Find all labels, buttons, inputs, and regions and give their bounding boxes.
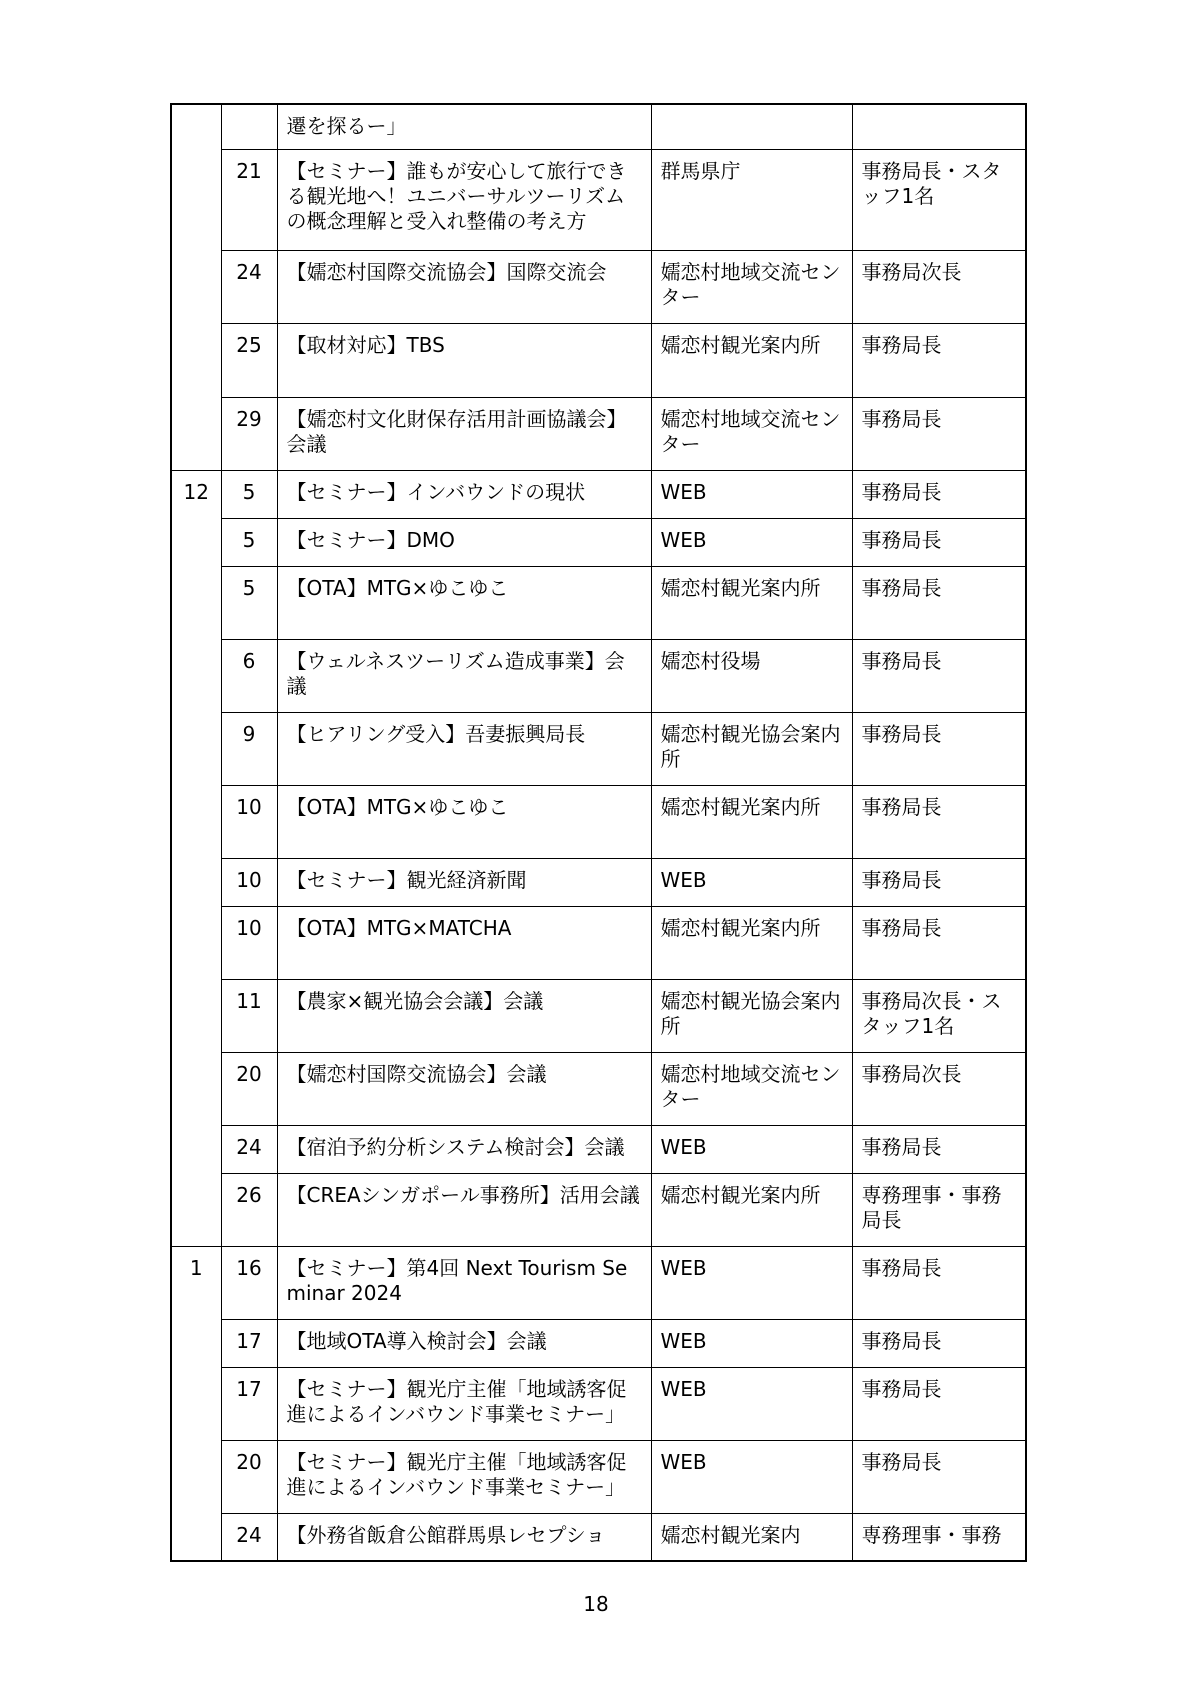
day-cell: 24 xyxy=(221,1125,277,1173)
attendee-cell: 事務局長 xyxy=(852,1440,1026,1513)
table-row xyxy=(171,639,1026,712)
month-cell xyxy=(171,104,221,470)
content-cell: 【外務省飯倉公館群馬県レセプショ xyxy=(277,1513,651,1561)
place-cell: WEB xyxy=(651,470,852,518)
day-cell: 5 xyxy=(221,470,277,518)
content-cell: 【宿泊予約分析システム検討会】会議 xyxy=(277,1125,651,1173)
content-cell: 【ウェルネスツーリズム造成事業】会議 xyxy=(277,639,651,712)
place-cell: WEB xyxy=(651,858,852,906)
day-cell: 5 xyxy=(221,518,277,566)
day-cell: 20 xyxy=(221,1440,277,1513)
table-row xyxy=(171,470,1026,518)
place-cell: WEB xyxy=(651,1246,852,1319)
table-row xyxy=(171,785,1026,858)
day-cell: 20 xyxy=(221,1052,277,1125)
place-cell: WEB xyxy=(651,518,852,566)
day-cell: 25 xyxy=(221,323,277,397)
attendee-cell: 専務理事・事務局長 xyxy=(852,1173,1026,1246)
table-row xyxy=(171,1440,1026,1513)
place-cell: 群馬県庁 xyxy=(651,149,852,250)
place-cell: WEB xyxy=(651,1367,852,1440)
day-cell: 29 xyxy=(221,397,277,470)
place-cell: 嬬恋村地域交流センター xyxy=(651,1052,852,1125)
month-cell: 12 xyxy=(171,470,221,1246)
place-cell: WEB xyxy=(651,1440,852,1513)
attendee-cell: 事務局長 xyxy=(852,785,1026,858)
day-cell: 24 xyxy=(221,250,277,323)
content-cell: 【セミナー】観光庁主催「地域誘客促進によるインバウンド事業セミナー」 xyxy=(277,1367,651,1440)
place-cell xyxy=(651,104,852,149)
place-cell: 嬬恋村観光協会案内所 xyxy=(651,979,852,1052)
table-row xyxy=(171,1052,1026,1125)
place-cell: 嬬恋村役場 xyxy=(651,639,852,712)
page-number: 18 xyxy=(583,1592,609,1616)
attendee-cell: 事務局次長 xyxy=(852,250,1026,323)
place-cell: 嬬恋村観光案内所 xyxy=(651,566,852,639)
content-cell: 【嬬恋村文化財保存活用計画協議会】会議 xyxy=(277,397,651,470)
attendee-cell: 事務局長 xyxy=(852,858,1026,906)
attendee-cell: 事務局長 xyxy=(852,712,1026,785)
day-cell: 21 xyxy=(221,149,277,250)
table-row xyxy=(171,906,1026,979)
content-cell: 【セミナー】誰もが安心して旅行できる観光地へ！ユニバーサルツーリズムの概念理解と受入れ整備の考え方 xyxy=(277,149,651,250)
month-cell: 1 xyxy=(171,1246,221,1561)
place-cell: WEB xyxy=(651,1125,852,1173)
content-cell: 【セミナー】インバウンドの現状 xyxy=(277,470,651,518)
content-cell: 【セミナー】観光経済新聞 xyxy=(277,858,651,906)
day-cell: 6 xyxy=(221,639,277,712)
place-cell: 嬬恋村観光協会案内所 xyxy=(651,712,852,785)
content-cell: 【嬬恋村国際交流協会】国際交流会 xyxy=(277,250,651,323)
content-cell: 【セミナー】観光庁主催「地域誘客促進によるインバウンド事業セミナー」 xyxy=(277,1440,651,1513)
content-cell: 【OTA】MTG×MATCHA xyxy=(277,906,651,979)
table-row xyxy=(171,518,1026,566)
attendee-cell: 事務局長 xyxy=(852,1125,1026,1173)
content-cell: 【嬬恋村国際交流協会】会議 xyxy=(277,1052,651,1125)
attendee-cell: 事務局長 xyxy=(852,639,1026,712)
attendee-cell: 事務局長 xyxy=(852,397,1026,470)
content-cell: 【セミナー】DMO xyxy=(277,518,651,566)
day-cell: 11 xyxy=(221,979,277,1052)
place-cell: 嬬恋村地域交流センター xyxy=(651,397,852,470)
day-cell: 10 xyxy=(221,858,277,906)
place-cell: 嬬恋村観光案内 xyxy=(651,1513,852,1561)
attendee-cell: 事務局長 xyxy=(852,323,1026,397)
attendee-cell: 事務局長 xyxy=(852,470,1026,518)
place-cell: 嬬恋村観光案内所 xyxy=(651,785,852,858)
table-row xyxy=(171,979,1026,1052)
attendee-cell: 事務局長・スタッフ1名 xyxy=(852,149,1026,250)
table-row xyxy=(171,1173,1026,1246)
attendee-cell xyxy=(852,104,1026,149)
place-cell: 嬬恋村観光案内所 xyxy=(651,1173,852,1246)
day-cell: 9 xyxy=(221,712,277,785)
attendee-cell: 事務局長 xyxy=(852,906,1026,979)
attendee-cell: 専務理事・事務 xyxy=(852,1513,1026,1561)
schedule-table xyxy=(170,103,1027,1562)
day-cell xyxy=(221,104,277,149)
table-row xyxy=(171,323,1026,397)
place-cell: WEB xyxy=(651,1319,852,1367)
attendee-cell: 事務局長 xyxy=(852,1319,1026,1367)
attendee-cell: 事務局長 xyxy=(852,1246,1026,1319)
table-row xyxy=(171,566,1026,639)
attendee-cell: 事務局長 xyxy=(852,518,1026,566)
content-cell: 【ヒアリング受入】吾妻振興局長 xyxy=(277,712,651,785)
table-row xyxy=(171,858,1026,906)
day-cell: 17 xyxy=(221,1319,277,1367)
day-cell: 5 xyxy=(221,566,277,639)
table-row xyxy=(171,1367,1026,1440)
place-cell: 嬬恋村観光案内所 xyxy=(651,906,852,979)
table-row xyxy=(171,149,1026,250)
content-cell: 【CREAシンガポール事務所】活用会議 xyxy=(277,1173,651,1246)
day-cell: 17 xyxy=(221,1367,277,1440)
table-row xyxy=(171,1319,1026,1367)
content-cell: 【地域OTA導入検討会】会議 xyxy=(277,1319,651,1367)
content-cell: 【OTA】MTG×ゆこゆこ xyxy=(277,785,651,858)
table-row xyxy=(171,712,1026,785)
attendee-cell: 事務局長 xyxy=(852,1367,1026,1440)
content-cell: 【OTA】MTG×ゆこゆこ xyxy=(277,566,651,639)
table-row xyxy=(171,250,1026,323)
table-row xyxy=(171,1246,1026,1319)
day-cell: 24 xyxy=(221,1513,277,1561)
day-cell: 10 xyxy=(221,785,277,858)
day-cell: 26 xyxy=(221,1173,277,1246)
content-cell: 【セミナー】第4回 Next Tourism Seminar 2024 xyxy=(277,1246,651,1319)
table-row xyxy=(171,104,1026,149)
place-cell: 嬬恋村観光案内所 xyxy=(651,323,852,397)
table-row xyxy=(171,1125,1026,1173)
place-cell: 嬬恋村地域交流センター xyxy=(651,250,852,323)
table-row xyxy=(171,397,1026,470)
content-cell: 遷を探るー」 xyxy=(277,104,651,149)
attendee-cell: 事務局長 xyxy=(852,566,1026,639)
table-row xyxy=(171,1513,1026,1561)
attendee-cell: 事務局次長 xyxy=(852,1052,1026,1125)
content-cell: 【取材対応】TBS xyxy=(277,323,651,397)
content-cell: 【農家×観光協会会議】会議 xyxy=(277,979,651,1052)
attendee-cell: 事務局次長・スタッフ1名 xyxy=(852,979,1026,1052)
day-cell: 10 xyxy=(221,906,277,979)
day-cell: 16 xyxy=(221,1246,277,1319)
